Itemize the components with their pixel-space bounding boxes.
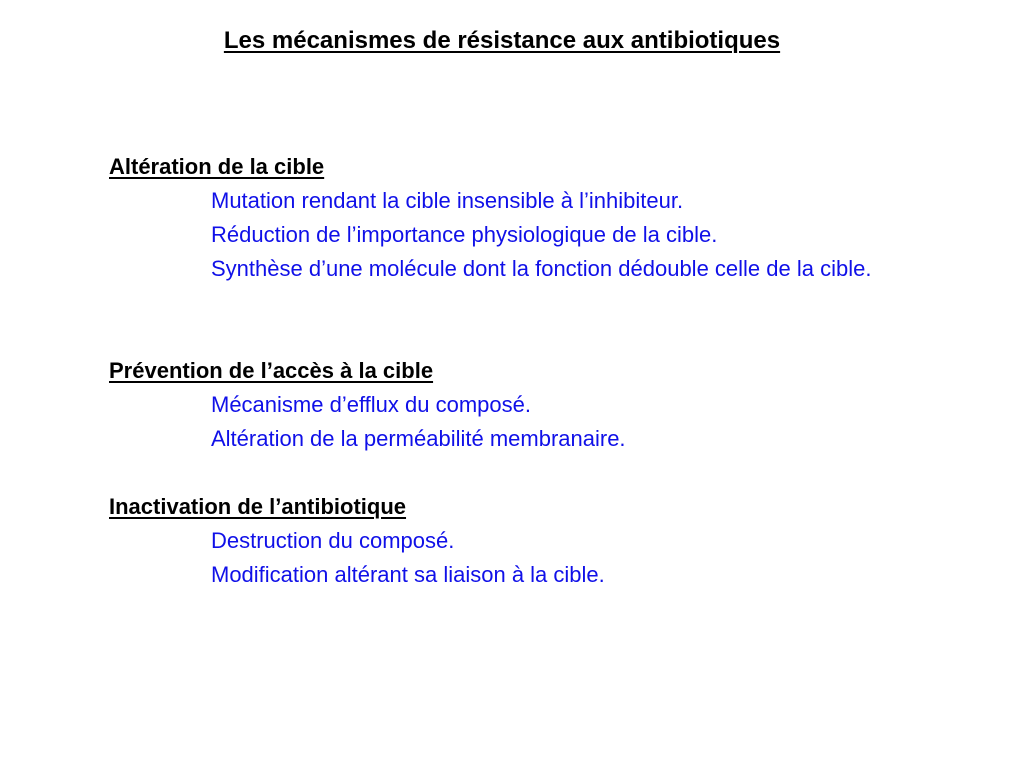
section-item-list — [109, 184, 969, 286]
section-heading: Prévention de l’accès à la cible — [109, 358, 434, 383]
section-alteration-cible — [109, 150, 969, 286]
section-heading: Altération de la cible — [109, 154, 325, 179]
slide-title: Les mécanismes de résistance aux antibiotiques — [223, 27, 781, 54]
section-inactivation-antibiotique — [109, 490, 969, 592]
list-item: Mécanisme d’efflux du composé. — [211, 392, 531, 417]
list-item: Synthèse d’une molécule dont la fonction dédouble celle de la cible. — [211, 256, 872, 281]
list-item: Réduction de l’importance physiologique de la cible. — [211, 222, 718, 247]
section-item-list — [109, 524, 969, 592]
section-heading: Inactivation de l’antibiotique — [109, 494, 407, 519]
list-item: Altération de la perméabilité membranaire. — [211, 426, 626, 451]
list-item: Modification altérant sa liaison à la cible. — [211, 562, 605, 587]
section-item-list — [109, 388, 969, 456]
list-item: Destruction du composé. — [211, 528, 455, 553]
list-item: Mutation rendant la cible insensible à l’inhibiteur. — [211, 188, 684, 213]
section-prevention-acces — [109, 354, 969, 456]
